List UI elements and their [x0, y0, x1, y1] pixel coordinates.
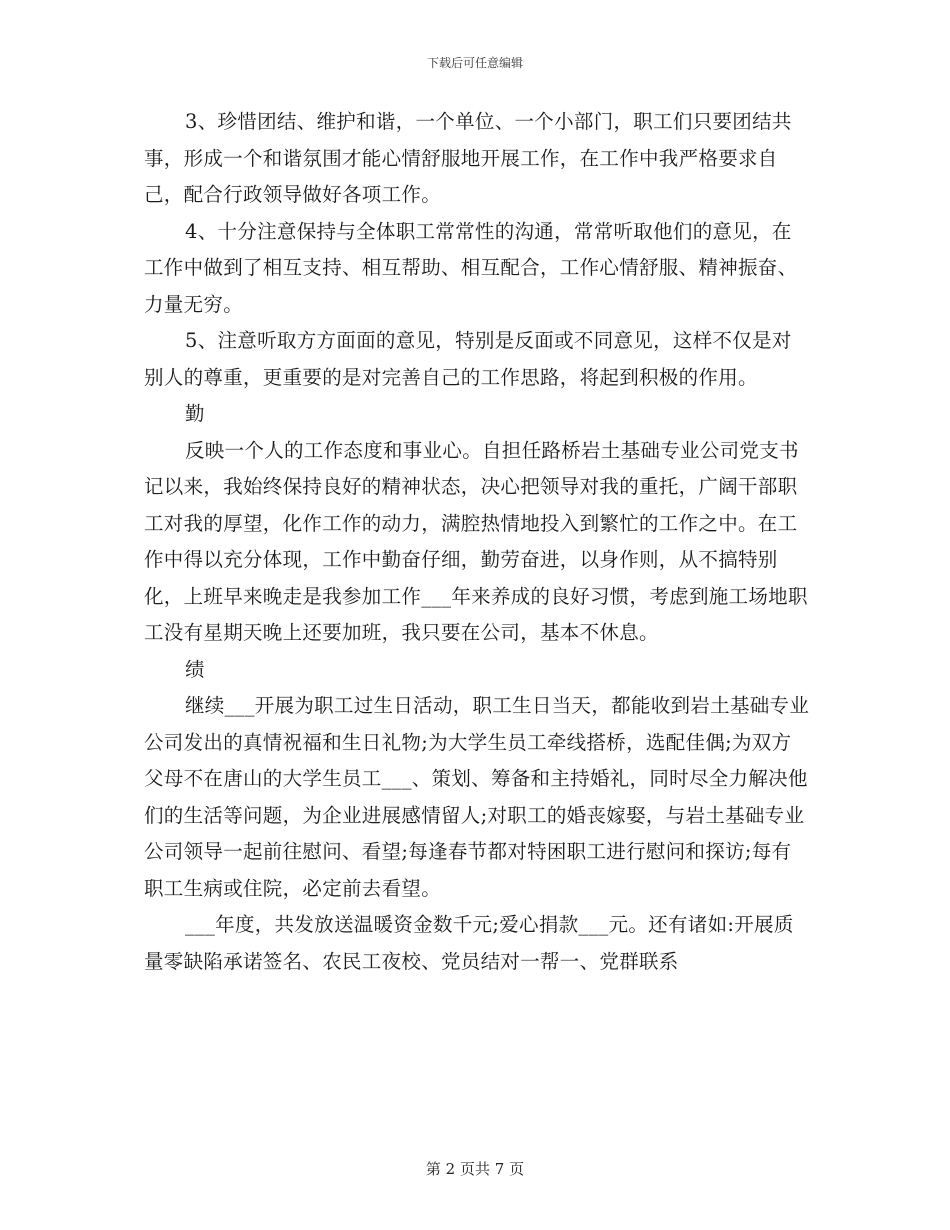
paragraph-communication: 4、十分注意保持与全体职工常常性的沟通，常常听取他们的意见，在工作中做到了相互支持、相互帮助、相互配合，工作心情舒服、精神振奋、力量无穷。: [144, 219, 798, 316]
paragraph-opinions: 5、注意听取方方面面的意见，特别是反面或不同意见，这样不仅是对别人的尊重，更重要的是对完善自己的工作思路，将起到积极的作用。: [144, 329, 792, 389]
page-number: 第 2 页共 7 页: [425, 1160, 525, 1178]
page-header-note: 下载后可任意编辑: [426, 56, 523, 70]
document-body: [144, 104, 810, 980]
section-heading-diligence: 勤: [185, 402, 205, 425]
paragraph-unity: 3、珍惜团结、维护和谐，一个单位、一个小部门，职工们只要团结共事，形成一个和谐氛围才能心情舒服地开展工作，在工作中我严格要求自己，配合行政领导做好各项工作。: [144, 110, 792, 206]
section-heading-achievement: 绩: [185, 657, 205, 681]
paragraph-funds: ___年度，共发放送温暖资金数千元;爱心捐款___元。还有诸如:开展质量零缺陷承诺签名、农民工夜校、党员结对一帮一、党群联系: [144, 913, 794, 973]
paragraph-diligence: 反映一个人的工作态度和事业心。自担任路桥岩土基础专业公司党支书记以来，我始终保持良好的精神状态，决心把领导对我的重托，广阔干部职工对我的厚望，化作工作的动力，满腔热情地投入到繁忙的工作之中。在工作中得以充分体现，工作中勤奋仔细，勤劳奋进，以身作则，从不搞特别化，上班早来晚走是我参加工作___年来养成的良好习惯，考虑到施工场地职工没有星期天晚上还要加班，我只要在公司，基本不休息。: [144, 438, 808, 644]
paragraph-achievement: 继续___开展为职工过生日活动，职工生日当天，都能收到岩土基础专业公司发出的真情祝福和生日礼物;为大学生员工牵线搭桥，选配佳偶;为双方父母不在唐山的大学生员工___、策划、筹备和主持婚礼，同时尽全力解决他们的生活等问题，为企业进展感情留人;对职工的婚丧嫁娶，与岩土基础专业公司领导一起前往慰问、看望;每逢春节都对特困职工进行慰问和探访;每有职工生病或住院，必定前去看望。: [144, 694, 810, 900]
